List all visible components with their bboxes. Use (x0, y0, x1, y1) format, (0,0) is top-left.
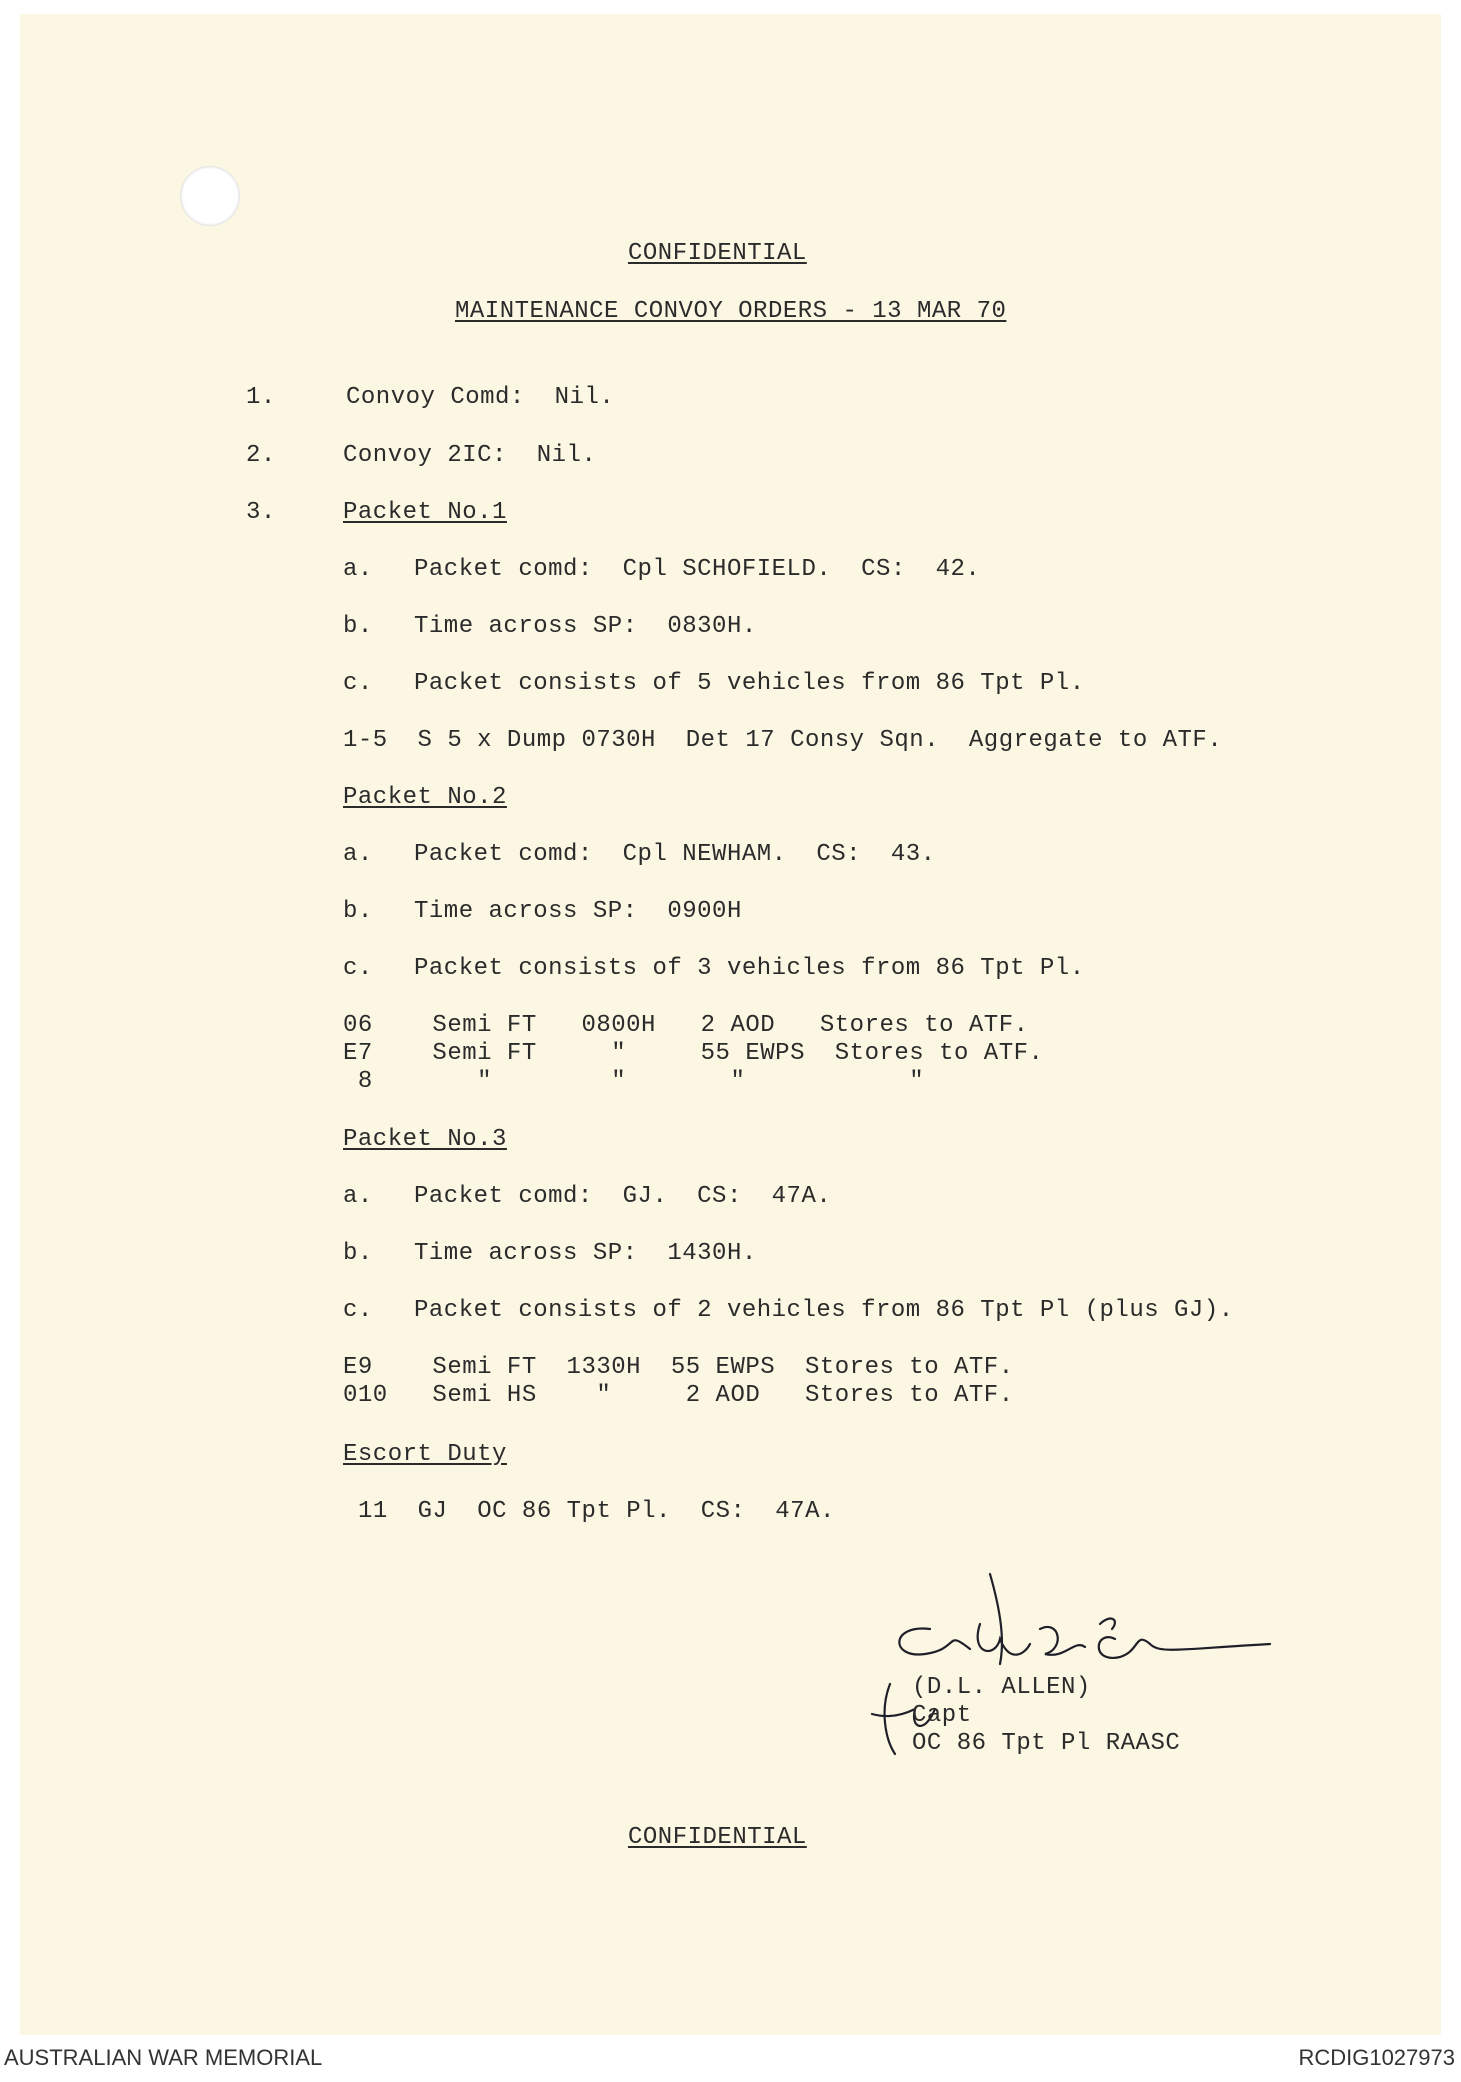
item-3-number: 3. (246, 499, 276, 526)
packet-2-b-letter: b. (343, 898, 373, 925)
packet-1-consists: Packet consists of 5 vehicles from 86 Tpt Pl. (414, 670, 1085, 697)
packet-3-consists: Packet consists of 2 vehicles from 86 Tpt Pl (plus GJ). (414, 1297, 1234, 1324)
packet-2-heading: Packet No.2 (343, 784, 507, 811)
packet-1-time: Time across SP: 0830H. (414, 613, 757, 640)
packet-2-vehicle-line: E7 Semi FT " 55 EWPS Stores to ATF. (343, 1040, 1044, 1067)
signatory-appointment: OC 86 Tpt Pl RAASC (912, 1730, 1181, 1757)
packet-2-consists: Packet consists of 3 vehicles from 86 Tpt Pl. (414, 955, 1085, 982)
packet-1-b-letter: b. (343, 613, 373, 640)
packet-3-a-letter: a. (343, 1183, 373, 1210)
packet-2-vehicle-line: 8 " " " " (343, 1068, 925, 1095)
escort-heading: Escort Duty (343, 1441, 507, 1468)
archive-footer-left: AUSTRALIAN WAR MEMORIAL (4, 2045, 323, 2070)
packet-3-vehicle-line: 010 Semi HS " 2 AOD Stores to ATF. (343, 1382, 1014, 1409)
packet-1-heading: Packet No.1 (343, 499, 507, 526)
packet-3-vehicle-line: E9 Semi FT 1330H 55 EWPS Stores to ATF. (343, 1354, 1014, 1381)
packet-3-c-letter: c. (343, 1297, 373, 1324)
packet-2-a-letter: a. (343, 841, 373, 868)
escort-line: 11 GJ OC 86 Tpt Pl. CS: 47A. (358, 1498, 835, 1525)
packet-3-time: Time across SP: 1430H. (414, 1240, 757, 1267)
document-sheet (20, 14, 1441, 2035)
packet-1-a-letter: a. (343, 556, 373, 583)
punch-hole (180, 166, 240, 226)
item-1-number: 1. (246, 384, 276, 411)
archive-footer-right: RCDIG1027973 (1298, 2045, 1455, 2070)
packet-1-comd: Packet comd: Cpl SCHOFIELD. CS: 42. (414, 556, 981, 583)
signatory-rank: Capt (912, 1702, 972, 1729)
packet-3-heading: Packet No.3 (343, 1126, 507, 1153)
packet-1-c-letter: c. (343, 670, 373, 697)
packet-3-b-letter: b. (343, 1240, 373, 1267)
packet-3-comd: Packet comd: GJ. CS: 47A. (414, 1183, 832, 1210)
signatory-name: (D.L. ALLEN) (912, 1674, 1091, 1701)
packet-2-time: Time across SP: 0900H (414, 898, 742, 925)
item-2-number: 2. (246, 442, 276, 469)
footer-classification: CONFIDENTIAL (628, 1824, 807, 1851)
packet-2-comd: Packet comd: Cpl NEWHAM. CS: 43. (414, 841, 936, 868)
item-2-text: Convoy 2IC: Nil. (343, 442, 597, 469)
packet-2-c-letter: c. (343, 955, 373, 982)
header-classification: CONFIDENTIAL (628, 240, 807, 267)
packet-1-vehicle-line: 1-5 S 5 x Dump 0730H Det 17 Consy Sqn. Aggregate to ATF. (343, 727, 1223, 754)
document-title: MAINTENANCE CONVOY ORDERS - 13 MAR 70 (455, 298, 1007, 325)
item-1-text: Convoy Comd: Nil. (346, 384, 615, 411)
packet-2-vehicle-line: 06 Semi FT 0800H 2 AOD Stores to ATF. (343, 1012, 1029, 1039)
